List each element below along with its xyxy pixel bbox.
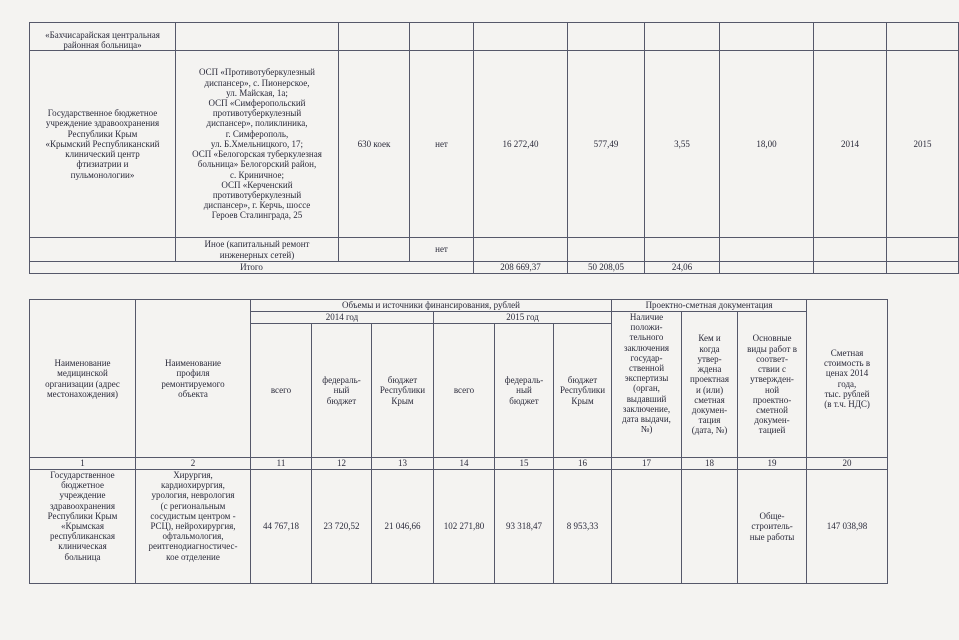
- value-cell: 21 046,66: [372, 470, 434, 584]
- header-year-2014: 2014 год: [251, 312, 434, 324]
- column-number: 1: [30, 458, 136, 470]
- column-number: 16: [554, 458, 612, 470]
- top-table: [29, 22, 959, 274]
- cost-cell: 147 038,98: [807, 470, 888, 584]
- column-number-row: [30, 458, 888, 470]
- column-number: 12: [312, 458, 372, 470]
- year-end-cell: 2015: [887, 51, 959, 238]
- value-cell: 18,00: [720, 51, 814, 238]
- header-2014-republic: бюджет Республики Крым: [372, 324, 434, 458]
- total-label: Итого: [30, 262, 474, 274]
- header-2014-all: всего: [251, 324, 312, 458]
- table-row: [30, 51, 959, 238]
- total-row: [30, 262, 959, 274]
- value-cell: 44 767,18: [251, 470, 312, 584]
- header-2015-all: всего: [434, 324, 495, 458]
- header-funding: Объемы и источники финансирования, рублей: [251, 300, 612, 312]
- header-approved: Кем и когда утвер- ждена проектная и (или) сметная докумен- тация (дата, №): [682, 312, 738, 458]
- column-number: 13: [372, 458, 434, 470]
- value-cell: 577,49: [568, 51, 645, 238]
- column-number: 17: [612, 458, 682, 470]
- table-row: [30, 23, 959, 51]
- total-cell: 208 669,37: [474, 262, 568, 274]
- table-row: [30, 470, 888, 584]
- header-year-2015: 2015 год: [434, 312, 612, 324]
- column-number: 15: [495, 458, 554, 470]
- total-cell: 16 272,40: [474, 51, 568, 238]
- header-org: Наименование медицинской организации (адрес местонахождения): [30, 300, 136, 458]
- org-name-cell: Государственное бюджетное учреждение здравоохранения Республики Крым «Крымская республиканская клиническая больница: [30, 470, 136, 584]
- value-cell: 3,55: [645, 51, 720, 238]
- org-name-cell: «Бахчисарайская центральная районная больница»: [30, 23, 176, 51]
- value-cell: 102 271,80: [434, 470, 495, 584]
- value-cell: 8 953,33: [554, 470, 612, 584]
- header-row: [30, 300, 888, 312]
- profile-cell: Хирургия, кардиохирургия, урология, неврология (с региональным сосудистым центром - РСЦ), нейрохирургия, офтальмология, реитгенодиагностичес- кое отделение: [136, 470, 251, 584]
- value-cell: 24,06: [645, 262, 720, 274]
- flag-cell: нет: [410, 51, 474, 238]
- other-object-cell: Иное (капитальный ремонт инженерных сетей): [176, 238, 339, 262]
- column-number: 11: [251, 458, 312, 470]
- work-types-cell: Обще- строитель- ные работы: [738, 470, 807, 584]
- header-work-types: Основные виды работ в соответ- ствии с утвержден- ной проектно- сметной докумен- тацией: [738, 312, 807, 458]
- table-row: [30, 238, 959, 262]
- header-2014-federal: федераль- ный бюджет: [312, 324, 372, 458]
- value-cell: 93 318,47: [495, 470, 554, 584]
- bottom-table: [29, 299, 888, 584]
- year-start-cell: 2014: [814, 51, 887, 238]
- header-profile: Наименование профиля ремонтируемого объекта: [136, 300, 251, 458]
- header-2015-federal: федераль- ный бюджет: [495, 324, 554, 458]
- header-2015-republic: бюджет Республики Крым: [554, 324, 612, 458]
- org-name-cell: Государственное бюджетное учреждение здравоохранения Республики Крым «Крымский Республиканский клинический центр фтизиатрии и пульмонологии»: [30, 51, 176, 238]
- column-number: 20: [807, 458, 888, 470]
- flag-cell: нет: [410, 238, 474, 262]
- header-cost: Сметная стоимость в ценах 2014 года, тыс. рублей (в т.ч. НДС): [807, 300, 888, 458]
- header-design-docs: Проектно-сметная документация: [612, 300, 807, 312]
- objects-cell: ОСП «Противотуберкулезный диспансер», с. Пионерское, ул. Майская, 1а; ОСП «Симферопольский противотуберкулезный диспансер», поликлиника, г. Симферополь, ул. Б.Хмельницкого, 17; ОСП «Белогорская туберкулезная больница» Белогорский район, с. Криничное; ОСП «Керченский противотуберкулезный диспансер», г. Керчь, шоссе Героев Сталинграда, 25: [176, 51, 339, 238]
- column-number: 2: [136, 458, 251, 470]
- column-number: 19: [738, 458, 807, 470]
- value-cell: 50 208,05: [568, 262, 645, 274]
- value-cell: 23 720,52: [312, 470, 372, 584]
- capacity-cell: 630 коек: [339, 51, 410, 238]
- header-expertise: Наличие положи- тельного заключения государ- ственной экспертизы (орган, выдавший заключение, дата выдачи, №): [612, 312, 682, 458]
- column-number: 14: [434, 458, 495, 470]
- column-number: 18: [682, 458, 738, 470]
